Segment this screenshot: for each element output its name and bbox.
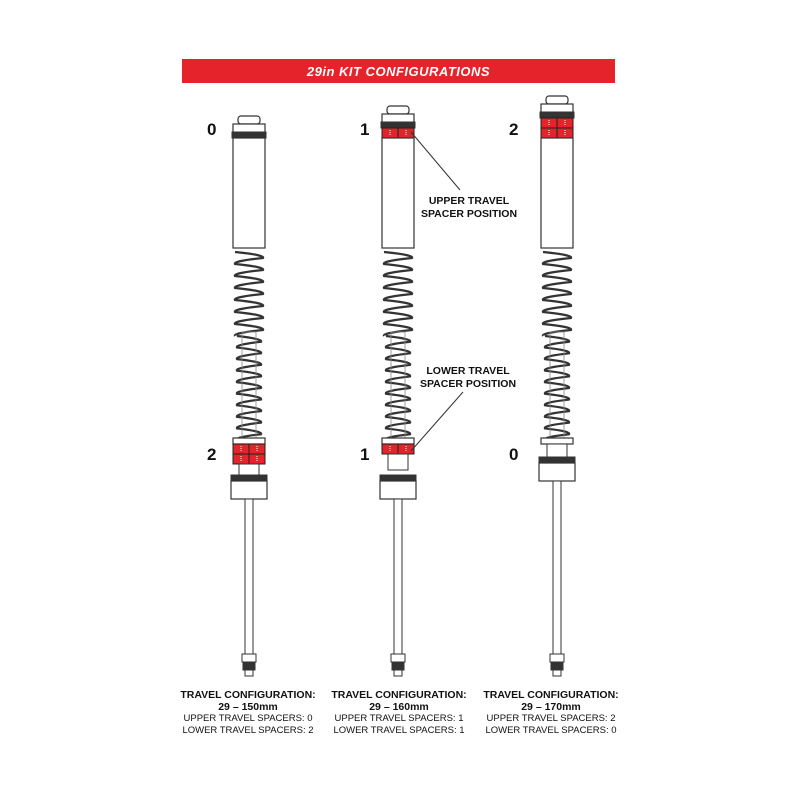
fork-1-top-seal <box>232 132 266 138</box>
config-1-lower-count: 2 <box>207 445 217 464</box>
lower-spacer-callout <box>408 365 528 391</box>
fork-2-lower-spring <box>386 336 410 440</box>
config-2-range: 29 – 160mm <box>369 701 429 713</box>
fork-3-top-knob <box>546 96 568 104</box>
fork-1-bottom-thread <box>243 662 255 670</box>
config-1-upper-count: 0 <box>207 120 217 139</box>
lower-callout-line-2: SPACER POSITION <box>419 378 517 390</box>
fork-2-bottom-tip <box>394 670 402 676</box>
lower-callout-line-1: LOWER TRAVEL <box>426 365 510 377</box>
upper-callout-leader <box>411 132 460 190</box>
fork-3-housing-seal <box>539 457 575 463</box>
config-1-caption <box>168 689 328 737</box>
fork-3-upper-spring <box>543 252 571 336</box>
fork-3-bottom-tip <box>553 670 561 676</box>
fork-3-body <box>541 138 573 248</box>
config-2-upper-text: UPPER TRAVEL SPACERS: 1 <box>334 713 464 724</box>
fork-1-shaft <box>245 499 253 654</box>
config-3-range: 29 – 170mm <box>521 701 581 713</box>
fork-2-bottom-nut <box>391 654 405 662</box>
fork-3-bottom-nut <box>550 654 564 662</box>
fork-3-housing <box>539 463 575 481</box>
config-2-lower-text: LOWER TRAVEL SPACERS: 1 <box>333 725 465 736</box>
fork-1-lower-spring <box>237 336 261 440</box>
fork-2-shaft <box>394 499 402 654</box>
config-3-title: TRAVEL CONFIGURATION: <box>483 689 619 701</box>
fork-2-top-knob <box>387 106 409 114</box>
fork-2-housing <box>380 481 416 499</box>
lower-callout-leader <box>411 392 463 451</box>
config-2-upper-count: 1 <box>360 120 370 139</box>
header-title: 29in KIT CONFIGURATIONS <box>306 63 491 79</box>
config-1-title: TRAVEL CONFIGURATION: <box>180 689 316 701</box>
config-1-lower-text: LOWER TRAVEL SPACERS: 2 <box>182 725 314 736</box>
upper-callout-line-2: SPACER POSITION <box>420 208 518 220</box>
fork-3-shaft <box>553 481 561 654</box>
fork-2-top-seal <box>381 122 415 128</box>
config-3-lower-count: 0 <box>509 445 519 464</box>
fork-3-lower-spring <box>545 336 569 440</box>
upper-callout-line-1: UPPER TRAVEL <box>428 195 510 207</box>
fork-3-top-seal <box>540 112 574 118</box>
fork-2-lower-sleeve <box>388 454 408 470</box>
fork-1-body <box>233 138 265 248</box>
fork-2-collar <box>382 438 414 444</box>
config-3-lower-text: LOWER TRAVEL SPACERS: 0 <box>485 725 617 736</box>
config-3-upper-text: UPPER TRAVEL SPACERS: 2 <box>486 713 616 724</box>
fork-2-housing-seal <box>380 475 416 481</box>
fork-1-top-knob <box>238 116 260 124</box>
fork-3-bottom-thread <box>551 662 563 670</box>
config-2-title: TRAVEL CONFIGURATION: <box>331 689 467 701</box>
config-3-upper-count: 2 <box>509 120 519 139</box>
config-2-lower-count: 1 <box>360 445 370 464</box>
fork-3-collar <box>541 438 573 444</box>
fork-1-bottom-tip <box>245 670 253 676</box>
config-1-upper-text: UPPER TRAVEL SPACERS: 0 <box>183 713 313 724</box>
config-2-caption <box>319 689 479 737</box>
fork-1-housing <box>231 481 267 499</box>
fork-2-bottom-thread <box>392 662 404 670</box>
config-3-caption <box>471 689 631 737</box>
fork-1-bottom-nut <box>242 654 256 662</box>
fork-1-collar <box>233 438 265 444</box>
fork-1-upper-spring <box>235 252 263 336</box>
fork-1-housing-seal <box>231 475 267 481</box>
upper-spacer-callout <box>409 195 529 221</box>
fork-2-upper-spring <box>384 252 412 336</box>
fork-2-body <box>382 138 414 248</box>
config-1-range: 29 – 150mm <box>218 701 278 713</box>
